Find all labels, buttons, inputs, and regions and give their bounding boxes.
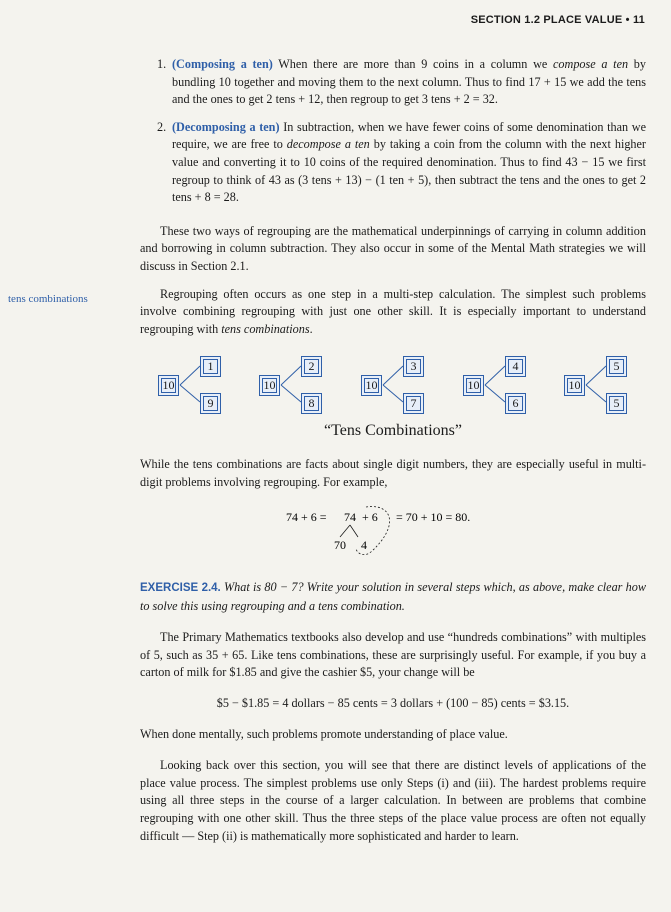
part-box: 2 bbox=[301, 356, 322, 377]
list-italic: decompose a ten bbox=[286, 137, 370, 152]
part-box: 6 bbox=[505, 393, 526, 414]
list-italic: compose a ten bbox=[553, 57, 629, 71]
math-split-tens: 70 bbox=[334, 538, 346, 553]
paragraph-italic: tens combinations bbox=[221, 321, 310, 336]
decomposition-sketch bbox=[140, 499, 646, 563]
list-number: 2. bbox=[157, 119, 167, 134]
equation: $5 − $1.85 = 4 dollars − 85 cents = 3 dollars + (100 − 85) cents = $3.15. bbox=[216, 696, 570, 711]
total-box: 10 bbox=[158, 375, 179, 396]
part-box: 8 bbox=[301, 393, 322, 414]
paragraph: When done mentally, such problems promote understanding of place value. bbox=[140, 726, 508, 741]
term-heading: (Composing a ten) bbox=[172, 57, 273, 71]
paragraph: Looking back over this section, you will see that there are distinct levels of applications of the place value process. The simplest problems use only Steps (i) and (iii). The hardest problems require using all three steps in the course of a larger calculation. In between are problems that combine regrouping with one other skill. Thus the three steps of the place value process are often not equally difficult — Step (ii) is mathematically more sophisticated and harder to learn. bbox=[140, 758, 646, 843]
list-text: In subtraction, when we have fewer coins of some denomination than we require, we are free to bbox=[172, 119, 646, 152]
list-item-decomposing bbox=[140, 119, 646, 207]
part-box: 7 bbox=[403, 393, 424, 414]
math-split-ones: 4 bbox=[361, 538, 367, 553]
list-item-composing bbox=[140, 56, 646, 109]
part-box: 1 bbox=[200, 356, 221, 377]
list-text: When there are more than 9 coins in a column we bbox=[272, 57, 554, 71]
part-box: 4 bbox=[505, 356, 526, 377]
example-math bbox=[140, 499, 646, 563]
total-box: 10 bbox=[564, 375, 585, 396]
exercise-label: EXERCISE 2.4. bbox=[140, 582, 221, 595]
tens-diagram bbox=[564, 356, 628, 414]
tens-diagram bbox=[361, 356, 425, 414]
paragraph: These two ways of regrouping are the mathematical underpinnings of carrying in column addition and borrowing in column subtraction. They also occur in some of the Mental Math strategies we will discuss in Section 2.1. bbox=[140, 223, 646, 273]
total-box: 10 bbox=[463, 375, 484, 396]
paragraph: While the tens combinations are facts about single digit numbers, they are especially useful in multi-digit problems involving regrouping. For example, bbox=[140, 456, 646, 489]
math-rhs: = 70 + 10 = 80. bbox=[396, 510, 471, 525]
math-mid-number: 74 bbox=[344, 510, 356, 525]
paragraph: The Primary Mathematics textbooks also develop and use “hundreds combinations” with multiples of 5, such as 35 + 65. Like tens combinations, these are surprisingly useful. For example, if you buy a carton of milk for $1.85 and give the cashier $5, your change will be bbox=[140, 630, 646, 680]
list-text: by taking a coin from the column with the next higher value and converting it to 10 coins of the required denomination. Thus to find 43 − 15 we first regroup to think of 43 as (3 tens + 13) − (1 ten + 5), then subtract the tens and the ones to get 2 tens + 8 = 28. bbox=[172, 137, 646, 205]
math-mid-op: + 6 bbox=[362, 510, 378, 525]
math-lhs: 74 + 6 = bbox=[286, 510, 327, 525]
list-number: 1. bbox=[157, 57, 167, 71]
tens-diagram bbox=[463, 356, 527, 414]
exercise bbox=[140, 579, 646, 615]
tens-diagram bbox=[259, 356, 323, 414]
figure-caption: “Tens Combinations” bbox=[324, 422, 462, 440]
part-box: 5 bbox=[606, 356, 627, 377]
total-box: 10 bbox=[259, 375, 280, 396]
term-heading: (Decomposing a ten) bbox=[172, 119, 280, 134]
exercise-text: What is 80 − 7? Write your solution in several steps which, as above, make clear how to solve this using regrouping and a tens combination. bbox=[140, 580, 646, 613]
paragraph-text: Regrouping often occurs as one step in a multi-step calculation. The simplest such problems involve combining regrouping with just one other skill. It is especially important to understand regrouping with bbox=[140, 286, 646, 336]
page-body bbox=[140, 56, 646, 845]
part-box: 9 bbox=[200, 393, 221, 414]
paragraph-text: . bbox=[309, 321, 313, 336]
running-header: SECTION 1.2 PLACE VALUE • 11 bbox=[470, 14, 645, 26]
tens-combinations-diagrams bbox=[140, 356, 646, 414]
part-box: 5 bbox=[606, 393, 627, 414]
paragraph bbox=[140, 286, 646, 339]
part-box: 3 bbox=[403, 356, 424, 377]
list-text: by bundling 10 together and moving them to the next column. Thus to find 17 + 15 we add the tens and the ones to get 2 tens + 12, then regroup to get 3 tens + 2 = 32. bbox=[172, 57, 646, 107]
total-box: 10 bbox=[361, 375, 382, 396]
margin-note: tens combinations bbox=[8, 293, 88, 305]
tens-diagram bbox=[158, 356, 222, 414]
